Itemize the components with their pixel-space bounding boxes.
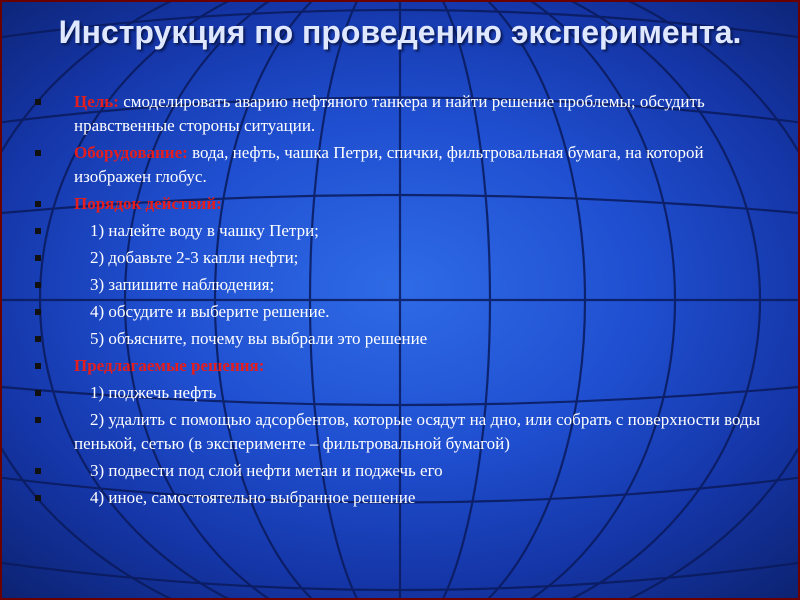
goal-text: смоделировать аварию нефтяного танкера и найти решение проблемы; обсудить нравственные стороны ситуации. xyxy=(74,92,705,135)
bullet-icon xyxy=(35,201,41,207)
list-item-goal xyxy=(32,90,772,138)
list-item-step xyxy=(32,327,772,351)
bullet-icon xyxy=(35,336,41,342)
list-item-equipment xyxy=(32,141,772,189)
solution-text: 4) иное, самостоятельно выбранное решение xyxy=(90,488,416,507)
slide-title: Инструкция по проведению эксперимента. xyxy=(58,14,742,50)
step-text: 2) добавьте 2-3 капли нефти; xyxy=(90,248,299,267)
bullet-icon xyxy=(35,468,41,474)
list-item-solution xyxy=(32,408,772,456)
equipment-text: вода, нефть, чашка Петри, спички, фильтровальная бумага, на которой изображен глобус. xyxy=(74,143,704,186)
list-item-solutions-heading xyxy=(32,354,772,378)
instruction-list xyxy=(32,90,772,513)
bullet-icon xyxy=(35,99,41,105)
bullet-icon xyxy=(35,255,41,261)
solution-text: 2) удалить с помощью адсорбентов, которые осядут на дно, или собрать с поверхности воды пенькой, сетью (в эксперименте – фильтровальной бумагой) xyxy=(74,410,761,453)
list-item-procedure-heading xyxy=(32,192,772,216)
bullet-icon xyxy=(35,417,41,423)
bullet-icon xyxy=(35,309,41,315)
list-item-step xyxy=(32,273,772,297)
step-text: 3) запишите наблюдения; xyxy=(90,275,275,294)
list-item-solution xyxy=(32,381,772,405)
goal-label: Цель: xyxy=(74,92,119,111)
solution-text: 3) подвести под слой нефти метан и поджечь его xyxy=(90,461,443,480)
step-text: 5) объясните, почему вы выбрали это решение xyxy=(90,329,428,348)
bullet-icon xyxy=(35,282,41,288)
procedure-label: Порядок действий: xyxy=(74,194,222,213)
list-item-step xyxy=(32,219,772,243)
list-item-step xyxy=(32,246,772,270)
step-text: 4) обсудите и выберите решение. xyxy=(90,302,330,321)
step-text: 1) налейте воду в чашку Петри; xyxy=(90,221,319,240)
list-item-solution xyxy=(32,459,772,483)
list-item-step xyxy=(32,300,772,324)
solutions-label: Предлагаемые решения: xyxy=(74,356,265,375)
bullet-icon xyxy=(35,390,41,396)
bullet-icon xyxy=(35,495,41,501)
bullet-icon xyxy=(35,228,41,234)
solution-text: 1) поджечь нефть xyxy=(90,383,217,402)
list-item-solution xyxy=(32,486,772,510)
bullet-icon xyxy=(35,363,41,369)
bullet-icon xyxy=(35,150,41,156)
equipment-label: Оборудование: xyxy=(74,143,188,162)
